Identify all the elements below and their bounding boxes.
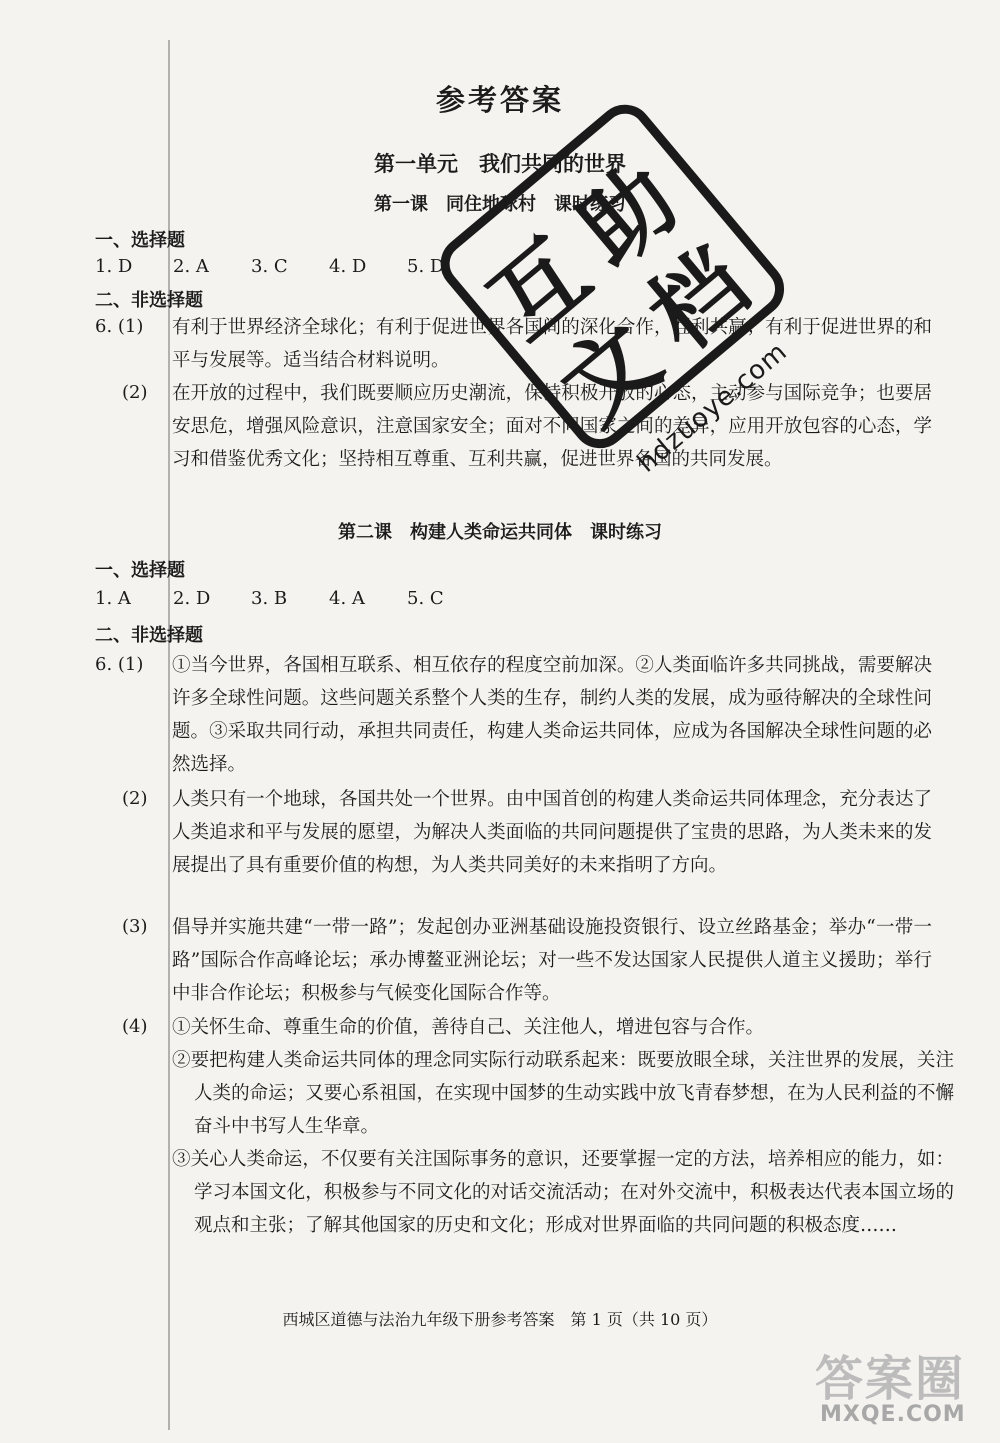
unit-title: 第一单元 我们共同的世界 [374,151,626,176]
lesson2-title: 第二课 构建人类命运共同体 课时练习 [338,522,662,543]
lesson2-q6-1-answer: ①当今世界，各国相互联系、相互依存的程度空前加深。②人类面临许多共同挑战，需要解决许多全球性问题。这些问题关系整个人类的生存，制约人类的发展，成为亟待解决的全球性问题。③采取共同行动，承担共同责任，构建人类命运共同体，应成为各国解决全球性问题的必然选择。 [172,655,932,775]
lesson2-q6-4-label: (4) [122,1016,148,1037]
lesson2-q6-4b-answer: ②要把构建人类命运共同体的理念同实际行动联系起来：既要放眼全球，关注世界的发展，关注人类的命运；又要心系祖国，在实现中国梦的生动实践中放飞青春梦想，在为人民利益的不懈奋斗中书写人生华章。 [172,1050,954,1137]
lesson2-choice-answers [95,588,485,609]
lesson2-choice-heading: 一、选择题 [95,560,185,581]
answer-item: 2. A [173,256,209,277]
lesson1-q6-label: 6. (1) [95,316,144,337]
answer-item: 4. A [329,588,365,609]
site-watermark-logo [815,1340,985,1430]
lesson2-q6-3-label: (3) [122,916,148,937]
answer-item: 5. D [407,256,445,277]
stamp-character: 互 [470,219,610,361]
lesson1-choice-answers [95,256,485,277]
answer-item: 1. A [95,588,131,609]
watermark-cn-text: 答案圈 [815,1351,966,1407]
stamp-character: 档 [629,229,769,371]
page-title: 参考答案 [435,83,564,117]
lesson2-q6-label: 6. (1) [95,654,144,675]
answer-item: 2. D [173,588,211,609]
watermark-en-text: MXQE.COM [820,1402,966,1427]
lesson1-title: 第一课 同住地球村 课时练习 [374,194,626,215]
lesson2-nonchoice-heading: 二、非选择题 [95,625,203,646]
lesson2-q6-4c-answer: ③关心人类命运，不仅要有关注国际事务的意识，还要掌握一定的方法，培养相应的能力，如：学习本国文化，积极参与不同文化的对话交流活动；在对外交流中，积极表达代表本国立场的观点和主张；了解其他国家的历史和文化；形成对世界面临的共同问题的积极态度…… [172,1149,954,1236]
stamp-character: 文 [540,303,681,445]
lesson2-q6-2-label: (2) [122,788,148,809]
answer-item: 5. C [407,588,444,609]
lesson1-q6-1-answer: 有利于世界经济全球化；有利于促进世界各国间的深化合作，互利共赢；有利于促进世界的和平与发展等。适当结合材料说明。 [172,317,932,371]
lesson1-choice-heading: 一、选择题 [95,230,185,251]
answer-item: 3. B [251,588,288,609]
lesson1-q6-2-label: (2) [122,382,148,403]
answer-item: 3. C [251,256,288,277]
lesson2-q6-2-answer: 人类只有一个地球，各国共处一个世界。由中国首创的构建人类命运共同体理念，充分表达了人类追求和平与发展的愿望，为解决人类面临的共同问题提供了宝贵的思路，为人类未来的发展提出了具有重要价值的构想，为人类共同美好的未来指明了方向。 [172,789,932,876]
page-footer: 西城区道德与法治九年级下册参考答案 第 1 页（共 10 页） [282,1310,718,1329]
answer-item: 1. D [95,256,133,277]
lesson2-q6-3-answer: 倡导并实施共建“一带一路”；发起创办亚洲基础设施投资银行、设立丝路基金；举办“一带一路”国际合作高峰论坛；承办博鳌亚洲论坛；对一些不发达国家人民提供人道主义援助；举行中非合作论坛；积极参与气候变化国际合作等。 [172,917,932,1004]
stamp-character: 助 [558,145,698,287]
stamp-url: hdzuoye.com [632,336,794,479]
lesson1-q6-2-answer: 在开放的过程中，我们既要顺应历史潮流，保持积极开放的心态，主动参与国际竞争；也要居安思危，增强风险意识，注意国家安全；面对不同国家之间的差异，应用开放包容的心态，学习和借鉴优秀文化；坚持相互尊重、互利共赢，促进世界各国的共同发展。 [172,383,932,470]
lesson2-q6-4a-answer: ①关怀生命、尊重生命的价值，善待自己、关注他人，增进包容与合作。 [172,1017,765,1038]
lesson1-nonchoice-heading: 二、非选择题 [95,290,203,311]
answer-item: 4. D [329,256,367,277]
